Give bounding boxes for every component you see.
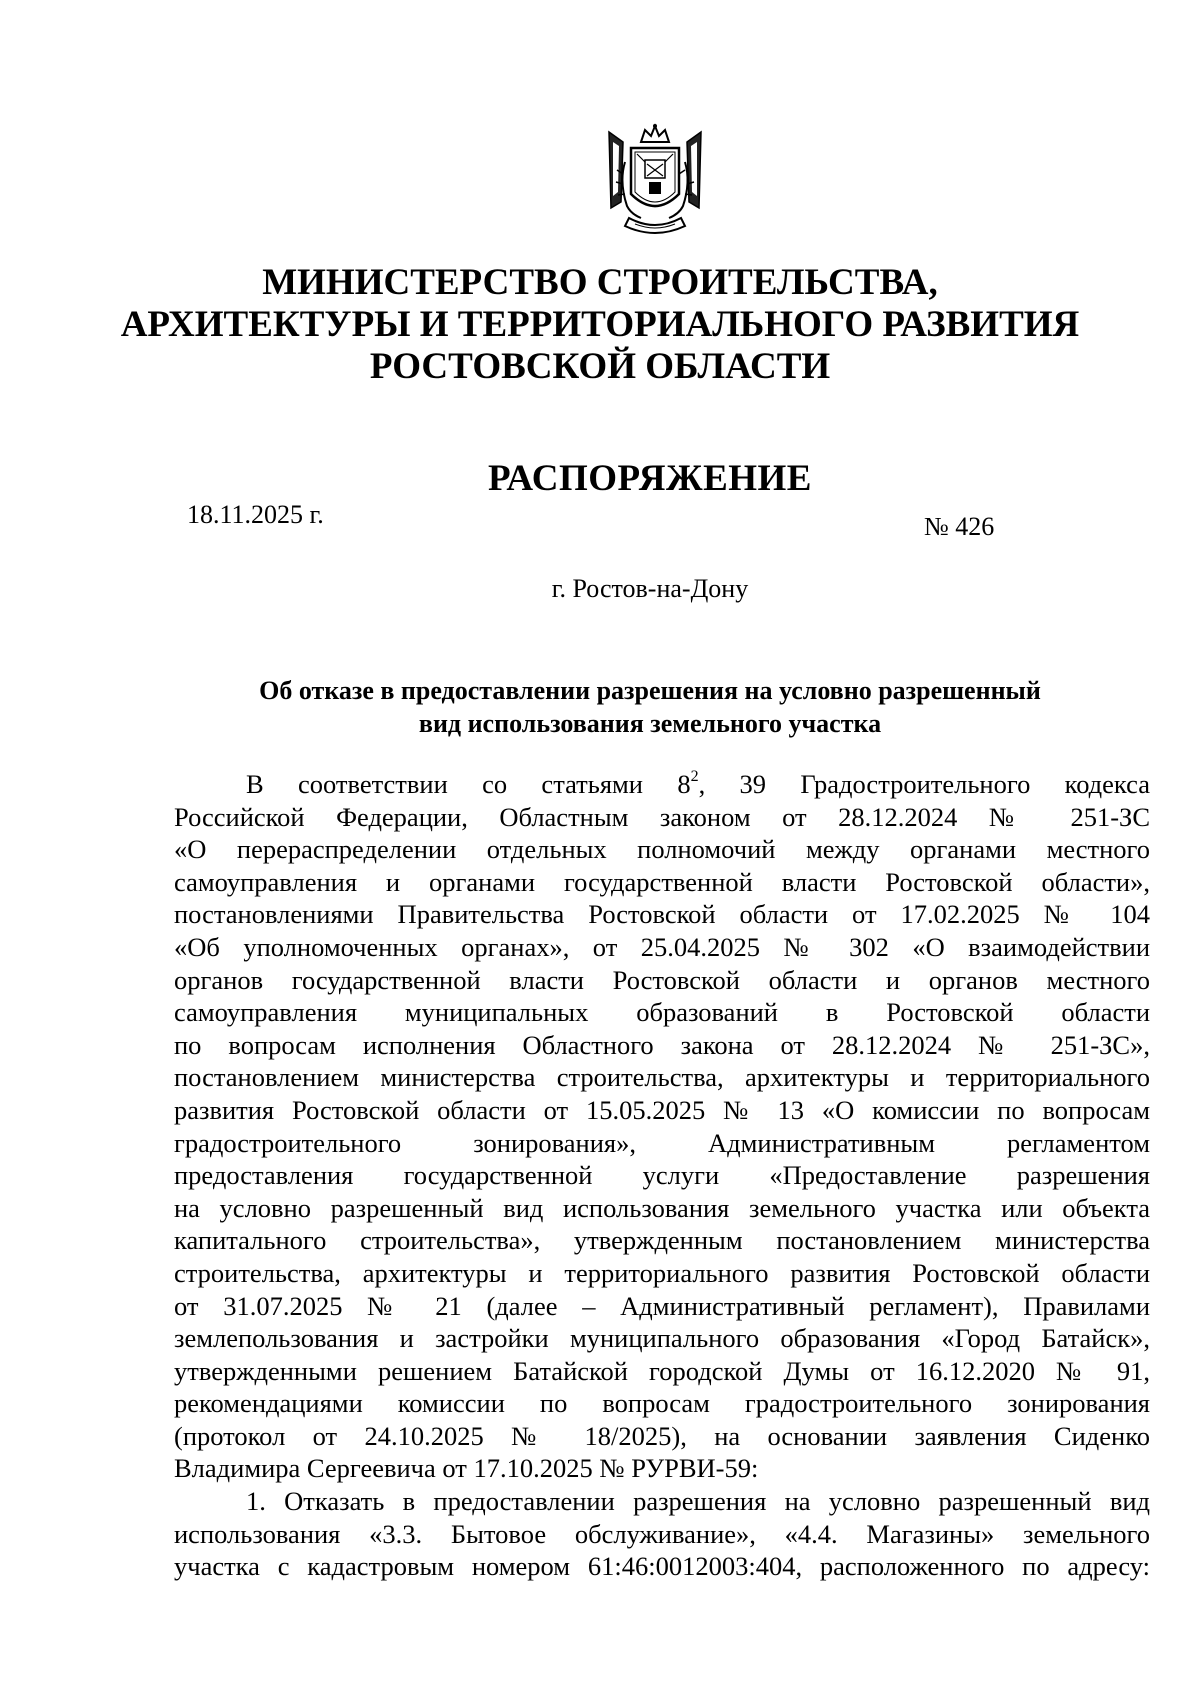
body-line [174, 768, 1150, 801]
body-line-1-start: В соответствии со статьями 8 [246, 769, 691, 799]
body-line: по вопросам исполнения Областного закона от 28.12.2024 № 251-ЗС», [174, 1029, 1150, 1060]
body-line: развития Ростовской области от 15.05.2025 № 13 «О комиссии по вопросам [174, 1094, 1150, 1125]
body-line: на условно разрешенный вид использования земельного участка или объекта [174, 1192, 1150, 1223]
ministry-name-line-2: АРХИТЕКТУРЫ И ТЕРРИТОРИАЛЬНОГО РАЗВИТИЯ [120, 304, 1080, 345]
paragraph-1-line: участка с кадастровым номером 61:46:0012003:404, расположенного по адресу: [174, 1551, 1150, 1582]
article-superscript: 2 [690, 768, 699, 786]
paragraph-1-line: 1. Отказать в предоставлении разрешения на условно разрешенный вид [246, 1486, 1150, 1517]
paragraph-1-line: использования «3.3. Бытовое обслуживание», «4.4. Магазины» земельного [174, 1518, 1150, 1549]
document-subject [160, 674, 1140, 740]
subject-line-1: Об отказе в предоставлении разрешения на условно разрешенный [259, 676, 1041, 705]
ministry-name [60, 262, 1140, 388]
body-line: капитального строительства», утвержденным постановлением министерства [174, 1225, 1150, 1256]
body-line: органов государственной власти Ростовской области и органов местного [174, 964, 1150, 995]
body-line: предоставления государственной услуги «Предоставление разрешения [174, 1160, 1150, 1191]
body-line: рекомендациями комиссии по вопросам градостроительного зонирования [174, 1388, 1150, 1419]
document-body [174, 768, 1150, 1583]
body-line: «Об уполномоченных органах», от 25.04.2025 № 302 «О взаимодействии [174, 931, 1150, 962]
body-line: постановлениями Правительства Ростовской области от 17.02.2025 № 104 [174, 899, 1150, 930]
document-number: № 426 [924, 512, 995, 541]
body-line: строительства, архитектуры и территориального развития Ростовской области [174, 1257, 1150, 1288]
subject-line-2: вид использования земельного участка [418, 709, 882, 738]
document-city: г. Ростов-на-Дону [551, 574, 749, 603]
body-line: самоуправления и органами государственной власти Ростовской области», [174, 866, 1150, 897]
body-line: от 31.07.2025 № 21 (далее – Административный регламент), Правилами [174, 1290, 1150, 1321]
body-line: Владимира Сергеевича от 17.10.2025 № РУРВИ-59: [174, 1453, 759, 1484]
body-line: Российской Федерации, Областным законом от 28.12.2024 № 251-ЗС [174, 801, 1150, 832]
body-line: землепользования и застройки муниципального образования «Город Батайск», [174, 1323, 1150, 1354]
body-line: «О перераспределении отдельных полномочий между органами местного [174, 834, 1150, 865]
body-line: постановлением министерства строительства, архитектуры и территориального [174, 1062, 1150, 1093]
body-line-1-end: , 39 Градостроительного кодекса [698, 769, 1150, 799]
document-date: 18.11.2025 г. [187, 500, 324, 529]
body-line: (протокол от 24.10.2025 № 18/2025), на основании заявления Сиденко [174, 1420, 1150, 1451]
ministry-name-line-1: МИНИСТЕРСТВО СТРОИТЕЛЬСТВА, [262, 262, 938, 303]
body-line: самоуправления муниципальных образований в Ростовской области [174, 997, 1150, 1028]
ministry-name-line-3: РОСТОВСКОЙ ОБЛАСТИ [369, 346, 831, 387]
body-line: утвержденными решением Батайской городской Думы от 16.12.2020 № 91, [174, 1355, 1150, 1386]
document-type: РАСПОРЯЖЕНИЕ [487, 458, 812, 499]
coat-of-arms-emblem [601, 122, 709, 240]
body-line: градостроительного зонирования», Административным регламентом [174, 1127, 1150, 1158]
